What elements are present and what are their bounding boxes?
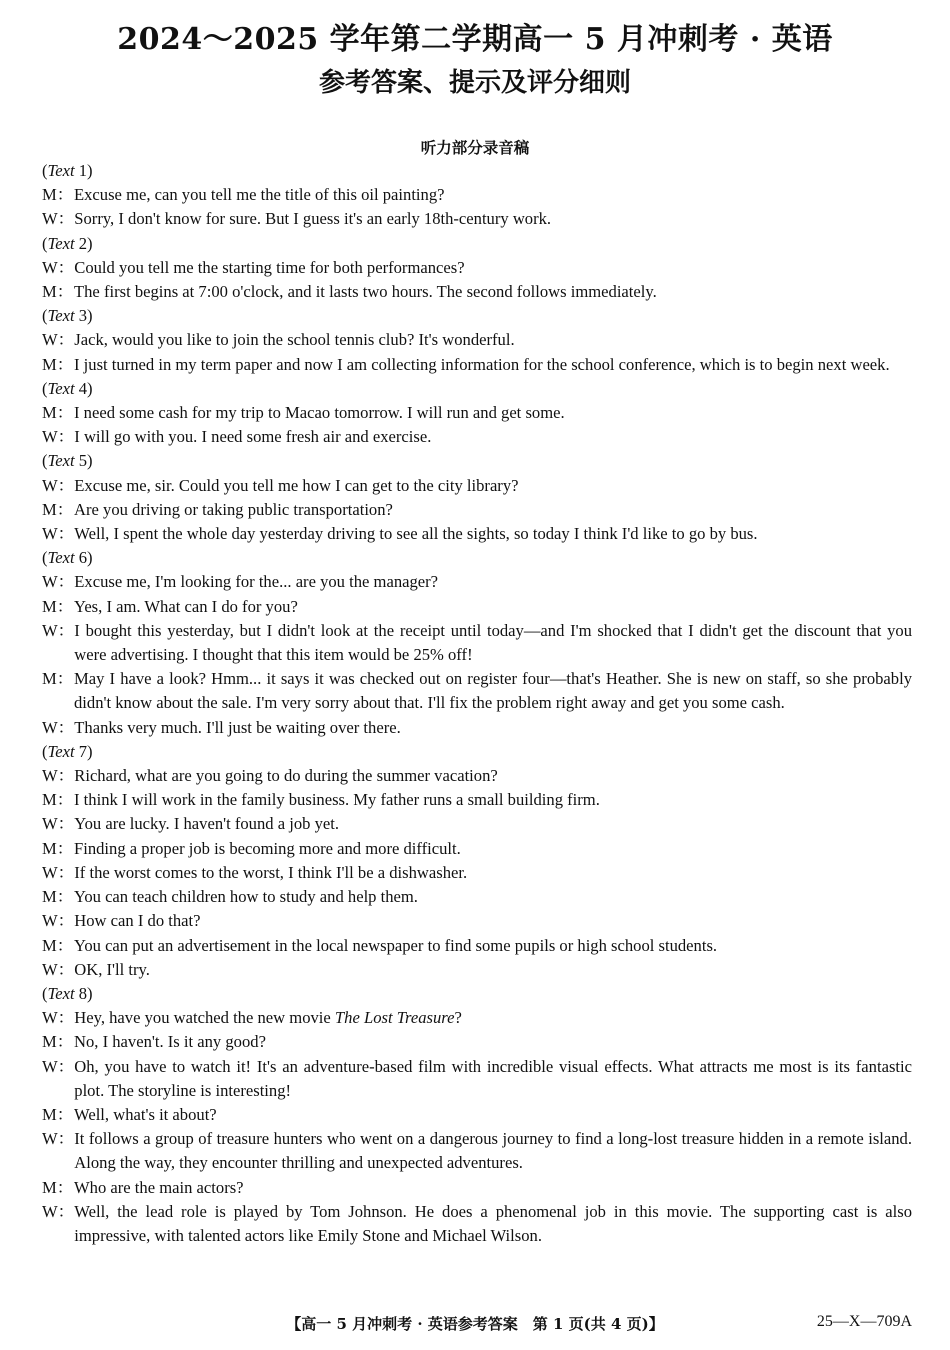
speaker-tag: W： xyxy=(42,1008,75,1028)
speaker-tag: M： xyxy=(42,403,74,423)
text-label-word: Text xyxy=(47,306,75,326)
speaker-tag: W： xyxy=(42,862,75,882)
dialogue-line xyxy=(42,934,912,958)
text-label: (Text 1) xyxy=(42,161,93,180)
text-label-number: 4 xyxy=(78,378,88,398)
dialogue-line xyxy=(42,474,912,498)
speaker-tag: W： xyxy=(42,1056,75,1076)
dialogue-line xyxy=(42,425,912,449)
dialogue-line xyxy=(42,280,912,304)
speaker-tag: W： xyxy=(42,524,75,544)
dialogue-line xyxy=(42,595,912,619)
text-label-number: 7 xyxy=(78,741,88,761)
listening-transcript xyxy=(42,159,912,1248)
text-label-number: 3 xyxy=(78,306,88,326)
utterance: Thanks very much. I'll just be waiting over there. xyxy=(74,717,401,737)
speaker-tag: M： xyxy=(42,669,74,689)
dialogue-line xyxy=(42,619,912,667)
speaker-tag: M： xyxy=(42,354,74,374)
utterance: I just turned in my term paper and now I am collecting information for the school conference, which is to begin next week. xyxy=(74,354,890,374)
text-label-word: Text xyxy=(47,548,75,568)
utterance: If the worst comes to the worst, I think I'll be a dishwasher. xyxy=(74,862,468,882)
speaker-tag: M： xyxy=(42,1032,74,1052)
utterance: Well, the lead role is played by Tom Johnson. He does a phenomenal job in this movie. The supporting cast is also impressive, with talented actors like Emily Stone and Michael Wilson. xyxy=(74,1201,912,1245)
speaker-tag: W： xyxy=(42,1201,75,1221)
dialogue-line xyxy=(42,812,912,836)
speaker-tag: M： xyxy=(42,185,74,205)
utterance: Jack, would you like to join the school tennis club? It's wonderful. xyxy=(74,330,515,350)
dialogue-line xyxy=(42,183,912,207)
utterance: Excuse me, I'm looking for the... are you the manager? xyxy=(74,572,439,592)
speaker-tag: W： xyxy=(42,717,75,737)
dialogue-line xyxy=(42,885,912,909)
utterance: Well, I spent the whole day yesterday driving to see all the sights, so today I think I'd like to go by bus. xyxy=(74,524,758,544)
text-label-number: 2 xyxy=(78,233,88,253)
text-label-word: Text xyxy=(47,741,75,761)
utterance: No, I haven't. Is it any good? xyxy=(74,1032,266,1052)
speaker-tag: W： xyxy=(42,572,75,592)
speaker-tag: M： xyxy=(42,790,74,810)
dialogue-line xyxy=(42,570,912,594)
utterance: OK, I'll try. xyxy=(74,959,150,979)
dialogue-line xyxy=(42,207,912,231)
speaker-tag: W： xyxy=(42,330,75,350)
speaker-tag: W： xyxy=(42,766,75,786)
text-label: (Text 8) xyxy=(42,983,93,1003)
page-title: 2024～2025 学年第二学期高一 5 月冲刺考 · 英语 xyxy=(117,22,833,57)
dialogue-line xyxy=(42,1030,912,1054)
dialogue-line xyxy=(42,1200,912,1248)
text-label: (Text 4) xyxy=(42,378,93,398)
speaker-tag: M： xyxy=(42,1104,74,1124)
speaker-tag: M： xyxy=(42,596,74,616)
dialogue-line xyxy=(42,1127,912,1175)
utterance: How can I do that? xyxy=(74,911,201,931)
utterance: Richard, what are you going to do during the summer vacation? xyxy=(74,766,498,786)
dialogue-line xyxy=(42,716,912,740)
speaker-tag: W： xyxy=(42,475,75,495)
utterance: Sorry, I don't know for sure. But I guess it's an early 18th-century work. xyxy=(74,209,552,229)
utterance: Finding a proper job is becoming more and more difficult. xyxy=(74,838,461,858)
text-label-word: Text xyxy=(47,161,75,180)
text-label-number: 1 xyxy=(78,161,88,180)
utterance: Who are the main actors? xyxy=(74,1177,244,1197)
speaker-tag: W： xyxy=(42,257,75,277)
utterance: I need some cash for my trip to Macao tomorrow. I will run and get some. xyxy=(74,403,565,423)
dialogue-line xyxy=(42,958,912,982)
speaker-tag: W： xyxy=(42,911,75,931)
utterance: Excuse me, can you tell me the title of this oil painting? xyxy=(74,185,445,205)
speaker-tag: W： xyxy=(42,814,75,834)
dialogue-line xyxy=(42,498,912,522)
text-label: (Text 5) xyxy=(42,451,93,471)
speaker-tag: M： xyxy=(42,887,74,907)
speaker-tag: W： xyxy=(42,620,75,640)
speaker-tag: M： xyxy=(42,499,74,519)
speaker-tag: W： xyxy=(42,1129,75,1149)
speaker-tag: M： xyxy=(42,282,74,302)
speaker-tag: M： xyxy=(42,1177,74,1197)
utterance: I bought this yesterday, but I didn't look at the receipt until today—and I'm shocked that I didn't get the discount that you were advertising. I thought that this item would be 25% off! xyxy=(74,620,912,665)
text-label-word: Text xyxy=(47,983,75,1003)
speaker-tag: W： xyxy=(42,959,75,979)
speaker-tag: M： xyxy=(42,935,74,955)
utterance: I think I will work in the family business. My father runs a small building firm. xyxy=(74,790,600,810)
text-label-number: 6 xyxy=(78,548,88,568)
utterance: You are lucky. I haven't found a job yet. xyxy=(74,814,340,834)
text-label-word: Text xyxy=(47,451,75,471)
dialogue-line xyxy=(42,256,912,280)
utterance: May I have a look? Hmm... it says it was checked out on register four—that's Heather. She is new on staff, so she probably didn't know about the sale. I'm very sorry about that. I'll fix the problem right away and get you some cash. xyxy=(74,669,912,713)
utterance: I will go with you. I need some fresh air and exercise. xyxy=(74,427,432,447)
utterance: The first begins at 7:00 o'clock, and it lasts two hours. The second follows immediately. xyxy=(74,282,657,302)
footer-page-info: 【高一 5 月冲刺考 · 英语参考答案 第 1 页(共 4 页)】 xyxy=(286,1315,664,1333)
movie-title: The Lost Treasure xyxy=(334,1008,455,1028)
dialogue-line xyxy=(42,909,912,933)
dialogue-line xyxy=(42,328,912,352)
utterance: You can teach children how to study and help them. xyxy=(74,887,418,907)
utterance: Yes, I am. What can I do for you? xyxy=(74,596,298,616)
dialogue-line xyxy=(42,401,912,425)
dialogue-line xyxy=(42,837,912,861)
dialogue-line xyxy=(42,1176,912,1200)
page-footer xyxy=(0,1313,950,1337)
text-label-number: 8 xyxy=(78,983,88,1003)
text-label: (Text 3) xyxy=(42,306,93,326)
speaker-tag: W： xyxy=(42,427,75,447)
utterance: You can put an advertisement in the local newspaper to find some pupils or high school students. xyxy=(74,935,718,955)
utterance: Could you tell me the starting time for both performances? xyxy=(74,257,465,277)
text-label-number: 5 xyxy=(78,451,88,471)
dialogue-line xyxy=(42,861,912,885)
utterance: Hey, have you watched the new movie The Lost Treasure? xyxy=(74,1008,462,1028)
text-label-word: Text xyxy=(47,233,75,253)
section-heading: 听力部分录音稿 xyxy=(420,139,530,157)
page-subtitle: 参考答案、提示及评分细则 xyxy=(318,68,631,98)
dialogue-line xyxy=(42,353,912,377)
utterance: Oh, you have to watch it! It's an adventure-based film with incredible visual effects. What attracts me most is its fantastic plot. The storyline is interesting! xyxy=(74,1056,912,1100)
text-label-word: Text xyxy=(47,378,75,398)
text-label: (Text 6) xyxy=(42,548,93,568)
dialogue-line xyxy=(42,764,912,788)
utterance: Well, what's it about? xyxy=(74,1104,217,1124)
footer-code: 25—X—709A xyxy=(816,1313,912,1330)
dialogue-line xyxy=(42,667,912,715)
dialogue-line xyxy=(42,1055,912,1103)
utterance: It follows a group of treasure hunters who went on a dangerous journey to find a long-lost treasure hidden in a remote island. Along the way, they encounter thrilling and unexpected adventures. xyxy=(74,1129,912,1173)
dialogue-line xyxy=(42,1103,912,1127)
dialogue-line xyxy=(42,1006,912,1030)
dialogue-line xyxy=(42,788,912,812)
speaker-tag: W： xyxy=(42,209,75,229)
text-label: (Text 2) xyxy=(42,233,93,253)
speaker-tag: M： xyxy=(42,838,74,858)
dialogue-line xyxy=(42,522,912,546)
utterance: Are you driving or taking public transportation? xyxy=(74,499,393,519)
utterance: Excuse me, sir. Could you tell me how I can get to the city library? xyxy=(74,475,519,495)
text-label: (Text 7) xyxy=(42,741,93,761)
